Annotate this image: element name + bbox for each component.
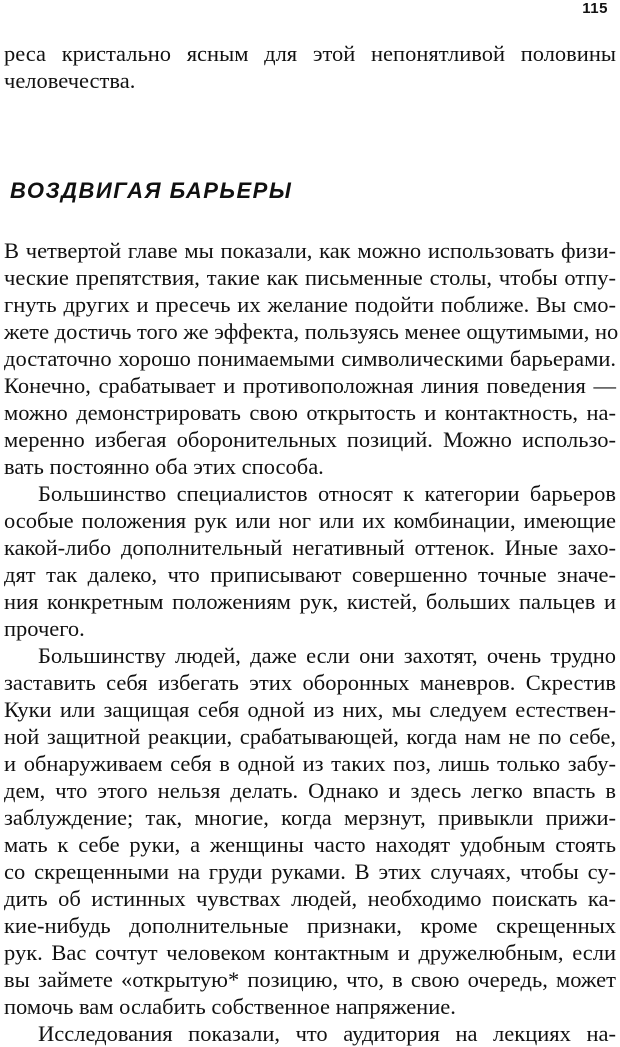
text-line: какой-либо дополнительный негативный оттенок. Иные захо- <box>4 535 616 560</box>
text-line: гнуть других и пресечь их желание подойти поближе. Вы смо- <box>4 292 616 317</box>
text-line: можно демонстрировать свою открытость и контактность, на- <box>4 400 616 425</box>
text-line: прочего. <box>4 616 85 641</box>
text-line: ния конкретным положениям рук, кистей, больших пальцев и <box>4 589 616 614</box>
text-line: мать к себе руки, а женщины часто находят удобным стоять <box>4 832 616 857</box>
text-line: Конечно, срабатывает и противоположная линия поведения — <box>4 373 616 398</box>
text-line: заблуждение; так, многие, когда мерзнут, привыкли прижи- <box>4 805 616 830</box>
text-line: кие-нибудь дополнительные признаки, кроме скрещенных <box>4 913 616 938</box>
text-line: помочь вам ослабить собственное напряжение. <box>4 994 456 1019</box>
text-line: Исследования показали, что аудитория на лекциях на- <box>38 1021 616 1046</box>
text-line: меренно избегая оборонительных позиций. Можно использо- <box>4 427 616 452</box>
page-number: 115 <box>582 0 608 17</box>
text-line: дем, что этого нельзя делать. Однако и здесь легко впасть в <box>4 778 616 803</box>
text-line: В четвертой главе мы показали, как можно использовать физи- <box>4 238 616 263</box>
text-line: дить об истинных чувствах людей, необходимо поискать ка- <box>4 886 616 911</box>
text-line: вы займете «открытую* позицию, что, в свою очередь, может <box>4 967 616 992</box>
text-line: дят так далеко, что приписывают совершенно точные значе- <box>4 562 616 587</box>
text-line: со скрещенными на груди руками. В этих случаях, чтобы су- <box>4 859 616 884</box>
section-heading: ВОЗДВИГАЯ БАРЬЕРЫ <box>10 178 293 203</box>
text-line: и обнаруживаем себя в одной из таких поз, лишь только забу- <box>4 751 616 776</box>
text-line: Большинство специалистов относят к категории барьеров <box>38 481 616 506</box>
text-line: Куки или защищая себя одной из них, мы следуем естествен- <box>4 697 616 722</box>
text-line: заставить себя избегать этих оборонных маневров. Скрестив <box>4 670 616 695</box>
text-line: особые положения рук или ног или их комбинации, имеющие <box>4 508 616 533</box>
text-line: вать постоянно оба этих способа. <box>4 454 324 479</box>
text-line: ческие препятствия, такие как письменные столы, чтобы отпу- <box>4 265 616 290</box>
text-line: человечества. <box>4 68 136 93</box>
text-line: Большинству людей, даже если они захотят, очень трудно <box>38 643 616 668</box>
text-line: рук. Вас сочтут человеком контактным и дружелюбным, если <box>4 940 616 965</box>
text-line: жете достичь того же эффекта, пользуясь менее ощутимыми, но <box>4 319 619 344</box>
text-line: достаточно хорошо понимаемыми символическими барьерами. <box>4 346 616 371</box>
text-line: реса кристально ясным для этой непонятливой половины <box>4 41 616 66</box>
text-line: ной защитной реакции, срабатывающей, когда нам не по себе, <box>4 724 616 749</box>
